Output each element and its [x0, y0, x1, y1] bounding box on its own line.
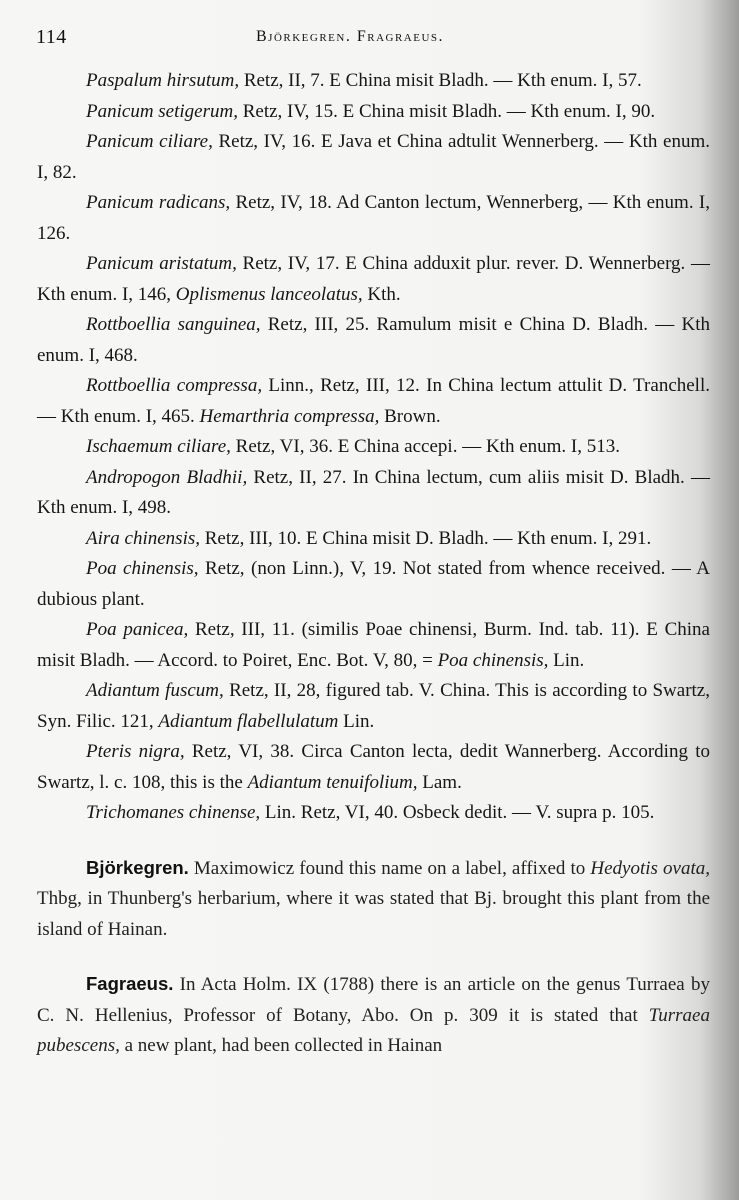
- entry-italic: Adiantum tenuifolium,: [247, 771, 418, 793]
- species-entry: [37, 188, 710, 249]
- species-name: Paspalum hirsutum,: [86, 70, 240, 91]
- species-name: Poa panicea,: [86, 619, 189, 640]
- entry-text: Retz, II, 27. In China lectum, cum aliis misit D. Bladh. — Kth enum. I, 498.: [37, 466, 710, 518]
- species-name: Aira chinensis,: [86, 527, 200, 549]
- page-header: [36, 20, 705, 50]
- species-name: Trichomanes chinense,: [86, 802, 261, 823]
- section-italic: Turraea pubescens,: [37, 1004, 710, 1056]
- species-entry: [37, 249, 710, 310]
- species-entry: [37, 615, 710, 676]
- species-name: Panicum ciliare,: [86, 131, 213, 152]
- species-entry: [37, 798, 710, 829]
- page-number: 114: [36, 26, 67, 48]
- species-entry: [37, 524, 710, 555]
- species-name: Rottboellia sanguinea,: [86, 314, 261, 335]
- species-entry: [37, 310, 710, 371]
- entry-text: Retz, IV, 16. E Java et China adtulit Wennerberg. — Kth enum. I, 82.: [37, 131, 710, 183]
- species-entry: [37, 432, 710, 463]
- entry-text: Retz, III, 10. E China misit D. Bladh. — Kth enum. I, 291.: [200, 527, 652, 549]
- section-gap: [37, 829, 710, 853]
- entry-italic: Poa chinensis,: [437, 649, 549, 671]
- species-name: Andropogon Bladhii,: [86, 466, 248, 488]
- entry-tail: Lam.: [417, 771, 462, 793]
- species-name: Panicum aristatum,: [86, 253, 237, 274]
- running-title: Björkegren. Fragraeus.: [256, 28, 445, 45]
- section-heading: Fagraeus.: [86, 973, 174, 994]
- entry-tail: Kth.: [362, 283, 401, 305]
- section-heading: Björkegren.: [86, 856, 189, 878]
- section-fagraeus: [37, 969, 710, 1062]
- species-entry: [37, 554, 710, 615]
- entry-text: Retz, (non Linn.), V, 19. Not stated from whence received. — A dubious plant.: [37, 558, 710, 610]
- species-name: Panicum setigerum,: [86, 100, 238, 122]
- entry-tail: Lin.: [338, 710, 375, 732]
- entry-text: Retz, IV, 18. Ad Canton lectum, Wennerberg, — Kth enum. I, 126.: [37, 192, 710, 244]
- species-name: Panicum radicans,: [86, 192, 231, 213]
- species-name: Rottboellia compressa,: [86, 375, 263, 396]
- species-entry: [37, 463, 710, 524]
- entry-text: Retz, IV, 17. E China adduxit plur. rever. D. Wennerberg. — Kth enum. I, 146,: [37, 253, 710, 305]
- entry-italic: Hemarthria compressa,: [199, 405, 380, 427]
- section-italic: Hedyotis ovata,: [590, 857, 710, 879]
- species-entry: [37, 737, 710, 798]
- species-name: Pteris nigra,: [86, 741, 185, 762]
- entry-text: Retz, II, 7. E China misit Bladh. — Kth enum. I, 57.: [239, 70, 642, 91]
- species-list: [37, 66, 710, 829]
- species-entry: [37, 66, 710, 97]
- section-text: Thbg, in Thunberg's herbarium, where it was stated that Bj. brought this plant from the island of Hainan.: [37, 888, 710, 940]
- entry-text: Retz, III, 25. Ramulum misit e China D. Bladh. — Kth enum. I, 468.: [37, 314, 710, 366]
- entry-text: Lin. Retz, VI, 40. Osbeck dedit. — V. supra p. 105.: [260, 802, 655, 823]
- species-entry: [37, 371, 710, 432]
- section-gap: [37, 945, 710, 969]
- entry-text: Retz, IV, 15. E China misit Bladh. — Kth enum. I, 90.: [237, 100, 656, 122]
- species-name: Poa chinensis,: [86, 558, 199, 579]
- section-text: In Acta Holm. IX (1788) there is an article on the genus Turraea by C. N. Hellenius, Professor of Botany, Abo. On p. 309 it is stated that: [37, 974, 710, 1026]
- species-entry: [37, 127, 710, 188]
- entry-italic: Oplismenus lanceolatus,: [175, 283, 363, 305]
- entry-text: Linn., Retz, III, 12. In China lectum attulit D. Tranchell. — Kth enum. I, 465.: [37, 375, 710, 427]
- species-entry: [37, 676, 710, 737]
- section-bjorkegren: [37, 853, 710, 946]
- entry-text: Retz, III, 11. (similis Poae chinensi, Burm. Ind. tab. 11). E China misit Bladh. — Accord. to Poiret, Enc. Bot. V, 80, =: [37, 619, 710, 671]
- entry-tail: Lin.: [548, 649, 585, 671]
- entry-text: Retz, VI, 36. E China accepi. — Kth enum. I, 513.: [230, 436, 620, 457]
- entry-text: Retz, VI, 38. Circa Canton lecta, dedit Wannerberg. According to Swartz, l. c. 108, this is the: [37, 741, 710, 793]
- entry-text: Retz, II, 28, figured tab. V. China. This is according to Swartz, Syn. Filic. 121,: [37, 680, 710, 732]
- species-entry: [37, 97, 710, 128]
- page-body: [37, 66, 710, 1062]
- section-text: a new plant, had been collected in Hainan: [119, 1035, 443, 1056]
- entry-italic: Adiantum flabellulatum: [158, 710, 339, 732]
- section-text: Maximowicz found this name on a label, affixed to: [188, 857, 591, 879]
- entry-tail: Brown.: [379, 405, 441, 427]
- species-name: Adiantum fuscum,: [86, 680, 224, 701]
- species-name: Ischaemum ciliare,: [86, 436, 231, 457]
